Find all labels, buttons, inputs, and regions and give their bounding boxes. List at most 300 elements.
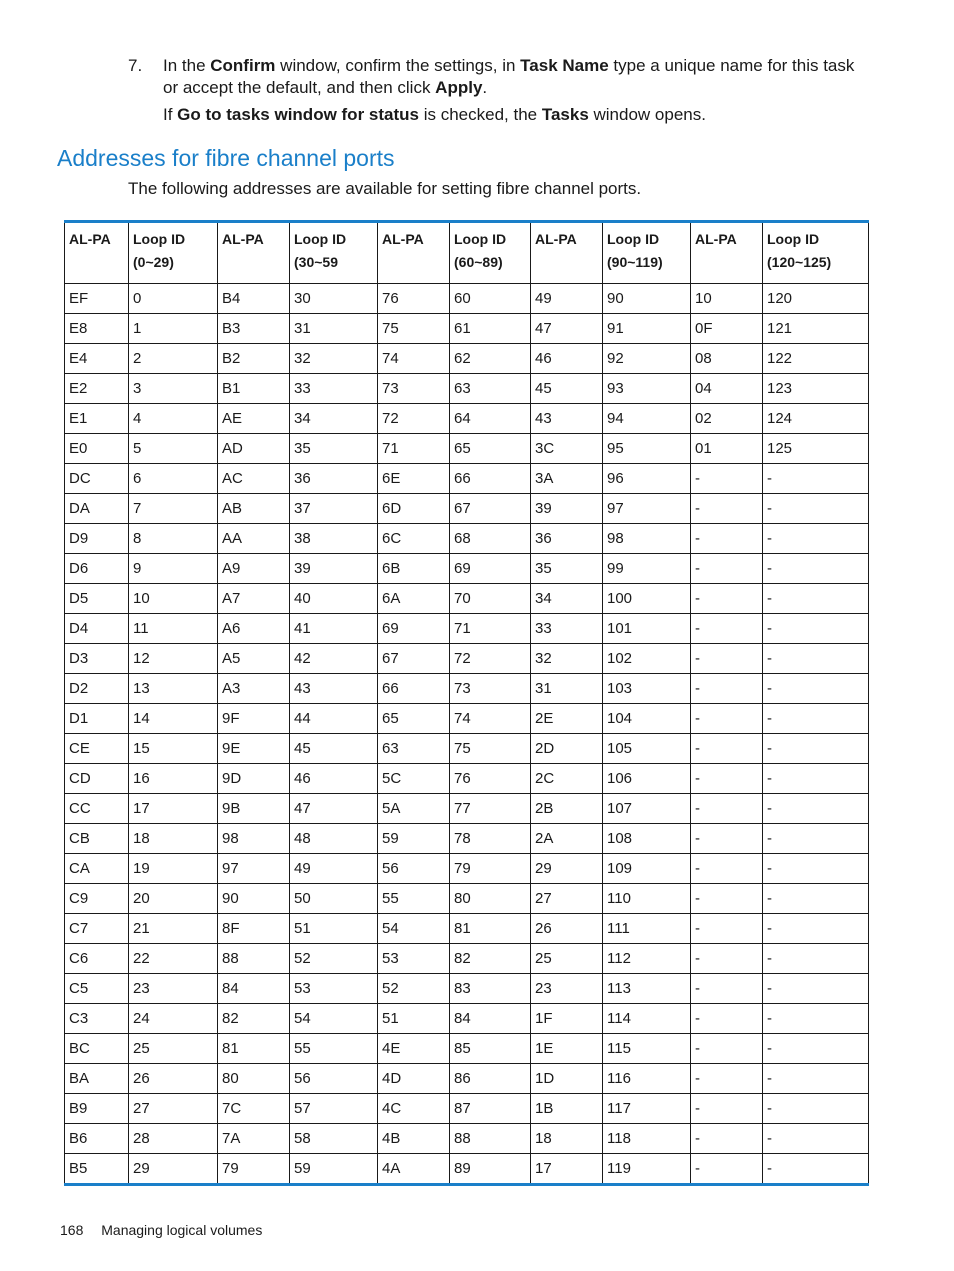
table-cell: 17 (129, 794, 218, 824)
table-cell: 4B (378, 1124, 450, 1154)
step-number: 7. (128, 56, 143, 75)
table-cell: CC (65, 794, 129, 824)
table-cell: - (763, 494, 869, 524)
table-cell: 04 (691, 374, 763, 404)
text-run: . (482, 78, 488, 97)
table-cell: 39 (290, 554, 378, 584)
table-row (65, 914, 869, 944)
bold-term: Task Name (520, 56, 609, 75)
table-cell: 71 (378, 434, 450, 464)
table-cell: 3C (531, 434, 603, 464)
table-cell: C3 (65, 1004, 129, 1034)
table-cell: 16 (129, 764, 218, 794)
table-cell: 18 (129, 824, 218, 854)
table-cell: 73 (450, 674, 531, 704)
table-row (65, 1124, 869, 1154)
table-cell: 4C (378, 1094, 450, 1124)
table-cell: 8F (218, 914, 290, 944)
table-cell: 51 (378, 1004, 450, 1034)
table-cell: 5C (378, 764, 450, 794)
table-cell: DA (65, 494, 129, 524)
table-row (65, 644, 869, 674)
table-cell: 01 (691, 434, 763, 464)
table-row (65, 1154, 869, 1185)
table-cell: 52 (290, 944, 378, 974)
table-cell: E1 (65, 404, 129, 434)
table-cell: 26 (531, 914, 603, 944)
table-cell: B4 (218, 284, 290, 314)
table-cell: 31 (290, 314, 378, 344)
table-cell: A7 (218, 584, 290, 614)
table-cell: A5 (218, 644, 290, 674)
table-cell: 4 (129, 404, 218, 434)
table-cell: 80 (450, 884, 531, 914)
table-cell: 44 (290, 704, 378, 734)
table-cell: 25 (129, 1034, 218, 1064)
table-cell: 45 (531, 374, 603, 404)
table-cell: 83 (450, 974, 531, 1004)
table-cell: 101 (603, 614, 691, 644)
table-cell: 30 (290, 284, 378, 314)
table-cell: 32 (290, 344, 378, 374)
column-header: AL-PA (691, 222, 763, 284)
table-cell: 74 (450, 704, 531, 734)
table-row (65, 794, 869, 824)
table-cell: D5 (65, 584, 129, 614)
table-cell: 49 (531, 284, 603, 314)
table-cell: C6 (65, 944, 129, 974)
table-cell: 65 (378, 704, 450, 734)
table-cell: 33 (531, 614, 603, 644)
page-footer (60, 1222, 262, 1238)
step-body (163, 55, 868, 126)
table-cell: 110 (603, 884, 691, 914)
table-cell: 67 (378, 644, 450, 674)
table-row (65, 704, 869, 734)
table-row (65, 734, 869, 764)
table-cell: 77 (450, 794, 531, 824)
table-cell: 84 (218, 974, 290, 1004)
bold-term: Tasks (541, 105, 589, 124)
table-cell: 38 (290, 524, 378, 554)
table-row (65, 674, 869, 704)
table-cell: AB (218, 494, 290, 524)
table-cell: 79 (218, 1154, 290, 1185)
table-cell: 49 (290, 854, 378, 884)
table-cell: E4 (65, 344, 129, 374)
table-cell: 2 (129, 344, 218, 374)
table-cell: - (763, 854, 869, 884)
table-cell: 98 (218, 824, 290, 854)
table-cell: 54 (378, 914, 450, 944)
table-cell: 28 (129, 1124, 218, 1154)
column-header: Loop ID (30~59 (290, 222, 378, 284)
column-header: Loop ID (90~119) (603, 222, 691, 284)
table-cell: 31 (531, 674, 603, 704)
table-cell: - (691, 1004, 763, 1034)
table-cell: AC (218, 464, 290, 494)
table-cell: 1 (129, 314, 218, 344)
table-cell: E0 (65, 434, 129, 464)
table-cell: 27 (129, 1094, 218, 1124)
step-paragraph (163, 55, 868, 99)
table-cell: B5 (65, 1154, 129, 1185)
table-cell: 82 (450, 944, 531, 974)
table-cell: - (763, 674, 869, 704)
table-cell: 1E (531, 1034, 603, 1064)
table-cell: 3 (129, 374, 218, 404)
table-cell: 2C (531, 764, 603, 794)
table-cell: 35 (531, 554, 603, 584)
table-row (65, 974, 869, 1004)
table-cell: C5 (65, 974, 129, 1004)
table-cell: 120 (763, 284, 869, 314)
table-cell: - (763, 1004, 869, 1034)
table-cell: 88 (218, 944, 290, 974)
table-cell: 15 (129, 734, 218, 764)
table-cell: 7A (218, 1124, 290, 1154)
table-row (65, 1034, 869, 1064)
table-cell: 35 (290, 434, 378, 464)
table-cell: 75 (378, 314, 450, 344)
table-cell: D9 (65, 524, 129, 554)
table-cell: 81 (218, 1034, 290, 1064)
table-cell: 2A (531, 824, 603, 854)
table-cell: 6B (378, 554, 450, 584)
table-cell: 37 (290, 494, 378, 524)
table-cell: 69 (450, 554, 531, 584)
table-cell: - (691, 1034, 763, 1064)
table-cell: D1 (65, 704, 129, 734)
table-cell: 102 (603, 644, 691, 674)
table-cell: 47 (531, 314, 603, 344)
table-row (65, 1094, 869, 1124)
table-cell: 111 (603, 914, 691, 944)
table-cell: A9 (218, 554, 290, 584)
table-cell: D4 (65, 614, 129, 644)
table-cell: 11 (129, 614, 218, 644)
bold-term: Apply (435, 78, 483, 97)
table-cell: 5 (129, 434, 218, 464)
table-row (65, 854, 869, 884)
table-cell: 29 (129, 1154, 218, 1185)
table-cell: 94 (603, 404, 691, 434)
table-cell: 125 (763, 434, 869, 464)
table-cell: 93 (603, 374, 691, 404)
table-cell: 3A (531, 464, 603, 494)
table-cell: D3 (65, 644, 129, 674)
table-cell: - (763, 614, 869, 644)
table-cell: 85 (450, 1034, 531, 1064)
table-cell: 123 (763, 374, 869, 404)
table-cell: D2 (65, 674, 129, 704)
table-cell: 96 (603, 464, 691, 494)
table-cell: 02 (691, 404, 763, 434)
table-cell: 34 (290, 404, 378, 434)
table-cell: CA (65, 854, 129, 884)
table-cell: 6C (378, 524, 450, 554)
table-cell: 0F (691, 314, 763, 344)
table-cell: 100 (603, 584, 691, 614)
table-cell: 57 (290, 1094, 378, 1124)
table-body (65, 284, 869, 1185)
table-cell: - (763, 944, 869, 974)
table-cell: - (691, 464, 763, 494)
table-row (65, 764, 869, 794)
table-cell: - (763, 1034, 869, 1064)
table-cell: 68 (450, 524, 531, 554)
table-cell: 32 (531, 644, 603, 674)
table-row (65, 524, 869, 554)
table-cell: 105 (603, 734, 691, 764)
table-cell: - (691, 734, 763, 764)
table-cell: 5A (378, 794, 450, 824)
table-cell: - (691, 614, 763, 644)
table-cell: - (763, 524, 869, 554)
table-cell: 64 (450, 404, 531, 434)
table-row (65, 944, 869, 974)
table-cell: 66 (450, 464, 531, 494)
text-run: In the (163, 56, 211, 75)
table-cell: 82 (218, 1004, 290, 1034)
table-cell: - (691, 584, 763, 614)
text-run: If (163, 105, 178, 124)
column-header: AL-PA (218, 222, 290, 284)
table-cell: 9 (129, 554, 218, 584)
table-cell: 99 (603, 554, 691, 584)
table-cell: CD (65, 764, 129, 794)
table-cell: 103 (603, 674, 691, 704)
table-cell: 97 (218, 854, 290, 884)
table-row (65, 464, 869, 494)
table-cell: 1D (531, 1064, 603, 1094)
table-cell: 118 (603, 1124, 691, 1154)
table-cell: 46 (531, 344, 603, 374)
table-cell: - (763, 1094, 869, 1124)
table-cell: 117 (603, 1094, 691, 1124)
table-cell: - (763, 734, 869, 764)
table-cell: 7C (218, 1094, 290, 1124)
column-header: AL-PA (531, 222, 603, 284)
text-run: window opens. (588, 105, 706, 124)
table-cell: 90 (218, 884, 290, 914)
table-cell: 70 (450, 584, 531, 614)
table-cell: 4D (378, 1064, 450, 1094)
table-cell: B1 (218, 374, 290, 404)
table-cell: 7 (129, 494, 218, 524)
table-cell: 71 (450, 614, 531, 644)
table-cell: E8 (65, 314, 129, 344)
column-header: AL-PA (378, 222, 450, 284)
table-cell: - (691, 1124, 763, 1154)
table-cell: DC (65, 464, 129, 494)
table-cell: 27 (531, 884, 603, 914)
table-cell: - (763, 1064, 869, 1094)
step-note (163, 104, 868, 126)
table-cell: - (691, 824, 763, 854)
section-intro: The following addresses are available for setting fibre channel ports. (128, 179, 642, 198)
table-cell: 72 (450, 644, 531, 674)
table-row (65, 554, 869, 584)
table-cell: - (763, 584, 869, 614)
table-cell: C9 (65, 884, 129, 914)
table-cell: 75 (450, 734, 531, 764)
table-cell: 33 (290, 374, 378, 404)
table-cell: 90 (603, 284, 691, 314)
table-cell: - (763, 794, 869, 824)
table-cell: 81 (450, 914, 531, 944)
table-cell: 87 (450, 1094, 531, 1124)
table-cell: 122 (763, 344, 869, 374)
bold-term: Confirm (210, 56, 276, 75)
table-cell: 60 (450, 284, 531, 314)
table-cell: CE (65, 734, 129, 764)
table-cell: 4E (378, 1034, 450, 1064)
table-cell: EF (65, 284, 129, 314)
table-cell: 86 (450, 1064, 531, 1094)
table-cell: - (691, 644, 763, 674)
table-cell: 10 (129, 584, 218, 614)
table-cell: 58 (290, 1124, 378, 1154)
table-cell: 6D (378, 494, 450, 524)
table-cell: 26 (129, 1064, 218, 1094)
table-cell: - (691, 944, 763, 974)
table-cell: E2 (65, 374, 129, 404)
table-row (65, 614, 869, 644)
table-cell: 109 (603, 854, 691, 884)
table-cell: D6 (65, 554, 129, 584)
table-cell: 2D (531, 734, 603, 764)
table-cell: - (691, 854, 763, 884)
table-cell: - (691, 494, 763, 524)
table-cell: 39 (531, 494, 603, 524)
table-cell: 4A (378, 1154, 450, 1185)
table-cell: 89 (450, 1154, 531, 1185)
table-cell: - (691, 914, 763, 944)
table-cell: 97 (603, 494, 691, 524)
table-cell: 10 (691, 284, 763, 314)
table-row (65, 404, 869, 434)
table-cell: 56 (290, 1064, 378, 1094)
table-cell: 95 (603, 434, 691, 464)
table-cell: 80 (218, 1064, 290, 1094)
table-cell: - (763, 764, 869, 794)
table-cell: - (763, 464, 869, 494)
table-cell: 116 (603, 1064, 691, 1094)
table-cell: 6E (378, 464, 450, 494)
table-cell: 23 (129, 974, 218, 1004)
table-cell: 84 (450, 1004, 531, 1034)
procedure-step (128, 55, 868, 126)
table-cell: - (691, 794, 763, 824)
table-cell: 23 (531, 974, 603, 1004)
table-cell: 76 (378, 284, 450, 314)
table-cell: - (763, 704, 869, 734)
column-header: AL-PA (65, 222, 129, 284)
table-cell: - (763, 1124, 869, 1154)
table-cell: 48 (290, 824, 378, 854)
table-row (65, 584, 869, 614)
table-cell: 42 (290, 644, 378, 674)
table-cell: A6 (218, 614, 290, 644)
table-cell: 73 (378, 374, 450, 404)
table-cell: 115 (603, 1034, 691, 1064)
table-cell: 53 (290, 974, 378, 1004)
table-cell: A3 (218, 674, 290, 704)
table-row (65, 344, 869, 374)
table-row (65, 824, 869, 854)
table-cell: BC (65, 1034, 129, 1064)
table-cell: AE (218, 404, 290, 434)
table-cell: 13 (129, 674, 218, 704)
table-cell: 40 (290, 584, 378, 614)
table-cell: 20 (129, 884, 218, 914)
table-cell: 43 (290, 674, 378, 704)
fibre-channel-address-table (64, 220, 869, 1186)
table-cell: - (691, 554, 763, 584)
table-cell: 104 (603, 704, 691, 734)
table-cell: - (691, 524, 763, 554)
table-cell: 67 (450, 494, 531, 524)
table-cell: - (763, 1154, 869, 1185)
table-cell: 19 (129, 854, 218, 884)
table-cell: B9 (65, 1094, 129, 1124)
section-title: Addresses for fibre channel ports (57, 145, 395, 171)
chapter-title: Managing logical volumes (101, 1222, 263, 1238)
table-row (65, 884, 869, 914)
text-run: type a unique name for this task or accept the default, and then click (163, 56, 855, 97)
table-cell: 55 (378, 884, 450, 914)
table-cell: 9E (218, 734, 290, 764)
table-cell: 79 (450, 854, 531, 884)
table-cell: - (691, 764, 763, 794)
table-cell: 52 (378, 974, 450, 1004)
table-cell: 53 (378, 944, 450, 974)
table-cell: CB (65, 824, 129, 854)
table-cell: 108 (603, 824, 691, 854)
table-cell: 1B (531, 1094, 603, 1124)
table-cell: 74 (378, 344, 450, 374)
page-number: 168 (60, 1222, 84, 1238)
table-cell: BA (65, 1064, 129, 1094)
table-cell: 36 (290, 464, 378, 494)
table-row (65, 494, 869, 524)
table-cell: - (691, 974, 763, 1004)
table-cell: AA (218, 524, 290, 554)
table-cell: - (763, 644, 869, 674)
column-header: Loop ID (120~125) (763, 222, 869, 284)
table-cell: 45 (290, 734, 378, 764)
table-cell: 24 (129, 1004, 218, 1034)
table-cell: - (763, 884, 869, 914)
table-cell: - (691, 1094, 763, 1124)
table-cell: 107 (603, 794, 691, 824)
table-cell: 12 (129, 644, 218, 674)
text-run: window, confirm the settings, in (275, 56, 521, 75)
table-cell: 56 (378, 854, 450, 884)
table-cell: - (763, 974, 869, 1004)
table-cell: 50 (290, 884, 378, 914)
table-cell: - (691, 884, 763, 914)
table-cell: 55 (290, 1034, 378, 1064)
table-cell: 62 (450, 344, 531, 374)
table-cell: AD (218, 434, 290, 464)
table-cell: B3 (218, 314, 290, 344)
table-cell: 29 (531, 854, 603, 884)
table-cell: 17 (531, 1154, 603, 1185)
table-cell: B6 (65, 1124, 129, 1154)
table-cell: 119 (603, 1154, 691, 1185)
